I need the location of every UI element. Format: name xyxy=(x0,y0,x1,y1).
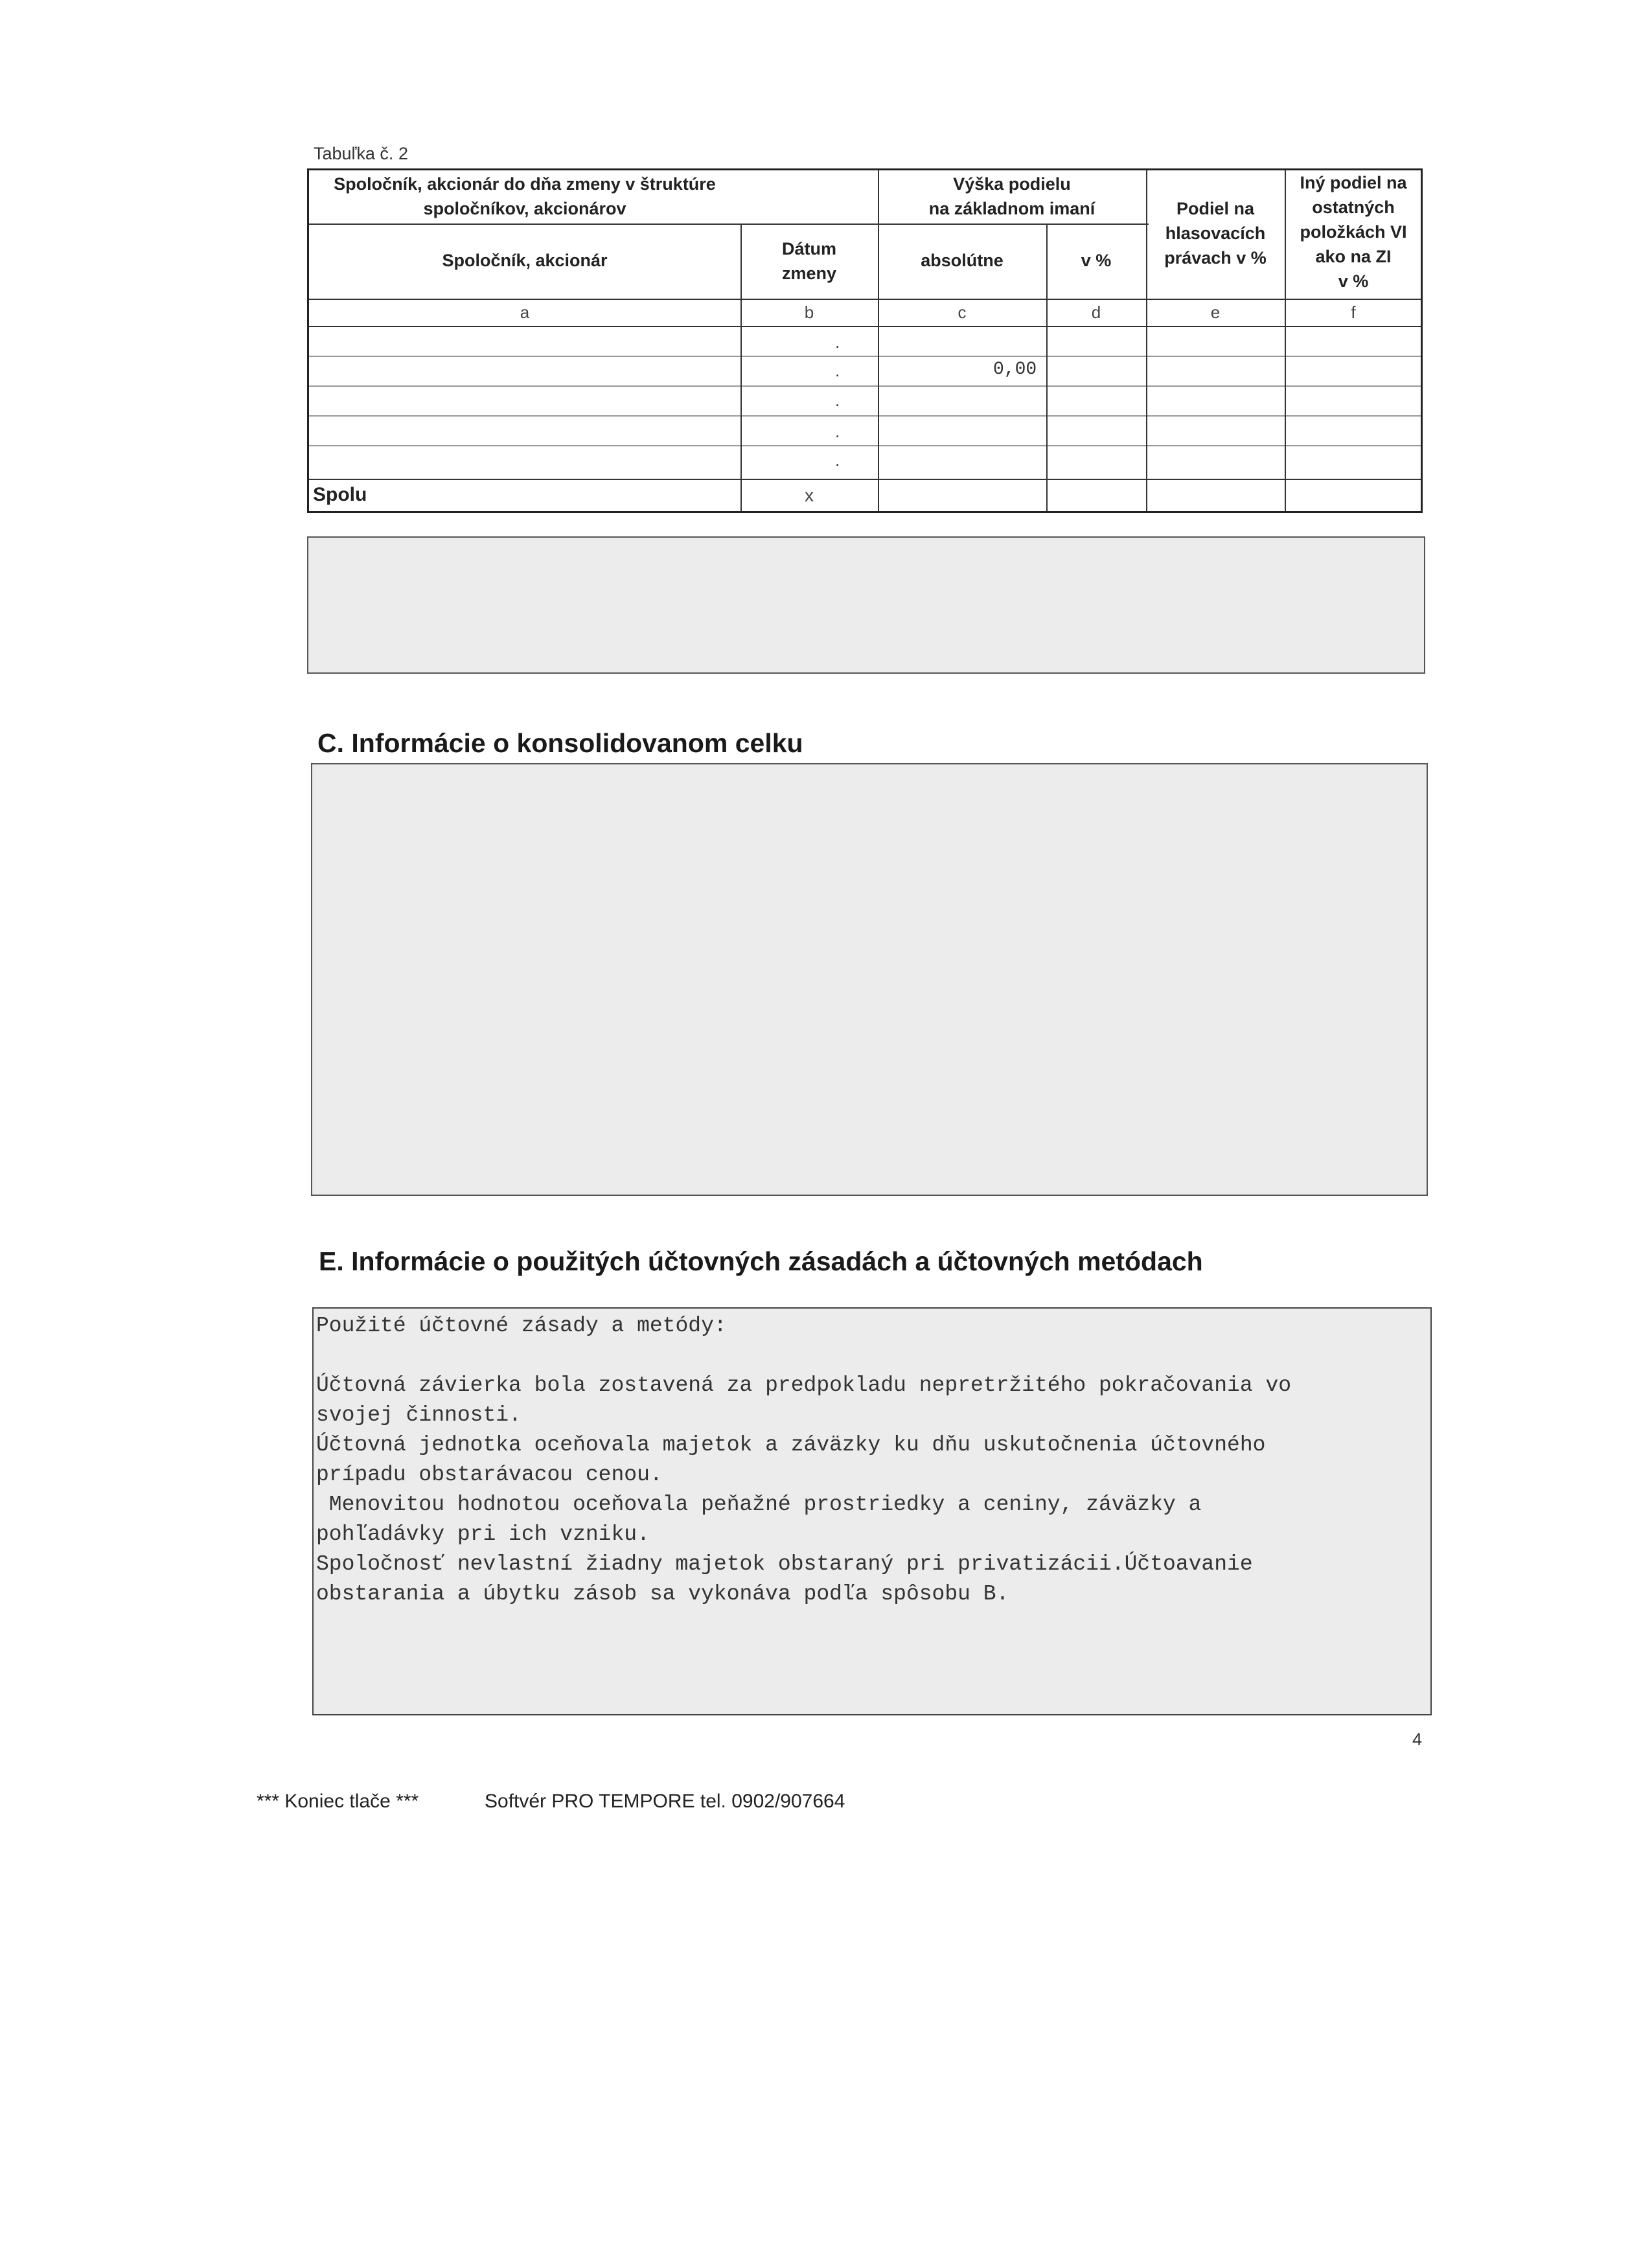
table-rule xyxy=(309,479,1421,480)
header-percent: v % xyxy=(1081,251,1112,270)
date-dot: . xyxy=(835,450,840,470)
header-shareholder: Spoločník, akcionár xyxy=(442,251,608,270)
column-letter: b xyxy=(804,303,814,322)
date-dot: . xyxy=(835,391,840,410)
header-group-share-capital xyxy=(878,172,1146,221)
text-line: prípadu obstarávacou cenou. xyxy=(316,1463,663,1487)
header-group-shareholders xyxy=(309,172,740,221)
text-line: Účtovná závierka bola zostavená za predpokladu nepretržitého pokračovania vo xyxy=(316,1373,1292,1397)
header-text: hlasovacích xyxy=(1165,223,1266,243)
header-voting-rights xyxy=(1146,196,1285,270)
column-letter: f xyxy=(1351,303,1356,322)
header-text: na základnom imaní xyxy=(928,199,1096,218)
table-rule xyxy=(309,326,1421,327)
header-text: ostatných xyxy=(1312,198,1395,217)
table-rule xyxy=(309,445,1421,446)
table-caption: Tabuľka č. 2 xyxy=(314,144,408,163)
sum-label: Spolu xyxy=(313,484,367,505)
section-e-title: E. Informácie o použitých účtovných zásadách a účtovných metódach xyxy=(319,1246,1203,1276)
header-text: Výška podielu xyxy=(953,174,1071,194)
header-text: v % xyxy=(1338,271,1369,291)
header-other-share xyxy=(1285,170,1422,293)
header-text: právach v % xyxy=(1164,248,1267,268)
table-rule xyxy=(309,299,1421,300)
text-line: Účtovná jednotka oceňovala majetok a záväzky ku dňu uskutočnenia účtovného xyxy=(316,1433,1266,1457)
column-letter: d xyxy=(1091,303,1101,322)
text-line: svojej činnosti. xyxy=(316,1403,522,1427)
column-letter: e xyxy=(1210,303,1221,322)
sum-date-placeholder: x xyxy=(805,485,814,505)
header-text: zmeny xyxy=(781,264,837,283)
text-line: Spoločnosť nevlastní žiadny majetok obstaraný pri privatizácii.Účtoavanie xyxy=(316,1552,1253,1576)
header-text: spoločníkov, akcionárov xyxy=(423,199,626,218)
section-c-title: C. Informácie o konsolidovanom celku xyxy=(317,728,803,758)
table-rule xyxy=(309,223,1149,225)
page-number: 4 xyxy=(1412,1730,1423,1749)
text-line: Použité účtovné zásady a metódy: xyxy=(316,1314,727,1338)
text-line: obstarania a úbytku zásob sa vykonáva podľa spôsobu B. xyxy=(316,1582,1009,1606)
table-rule xyxy=(309,415,1421,417)
column-letter: c xyxy=(958,303,967,322)
date-dot: . xyxy=(835,361,840,380)
footer-software: Softvér PRO TEMPORE tel. 0902/907664 xyxy=(485,1791,845,1812)
section-c-box xyxy=(311,763,1428,1196)
text-line: pohľadávky pri ich vzniku. xyxy=(316,1522,650,1546)
header-text: Iný podiel na xyxy=(1300,173,1407,192)
table-rule xyxy=(309,356,1421,357)
table-rule xyxy=(878,170,879,511)
section-e-text-box xyxy=(312,1307,1432,1715)
header-absolute: absolútne xyxy=(921,251,1004,270)
footer-end-print: *** Koniec tlače *** xyxy=(257,1791,419,1812)
header-text: Podiel na xyxy=(1176,199,1255,218)
table-rule xyxy=(309,385,1421,387)
absolute-value-cell: 0,00 xyxy=(993,360,1037,380)
date-dot: . xyxy=(835,422,840,441)
date-dot: . xyxy=(835,332,840,352)
text-line: Menovitou hodnotou oceňovala peňažné prostriedky a ceniny, záväzky a xyxy=(316,1493,1202,1517)
column-letter: a xyxy=(520,303,530,322)
header-text: položkách VI xyxy=(1300,222,1407,242)
table-note-box xyxy=(307,536,1425,674)
header-text: Dátum xyxy=(781,239,836,258)
shareholder-table xyxy=(307,168,1423,513)
header-text: Spoločník, akcionár do dňa zmeny v štruktúre xyxy=(334,174,716,194)
header-change-date xyxy=(740,236,878,286)
header-text: ako na ZI xyxy=(1315,247,1392,266)
